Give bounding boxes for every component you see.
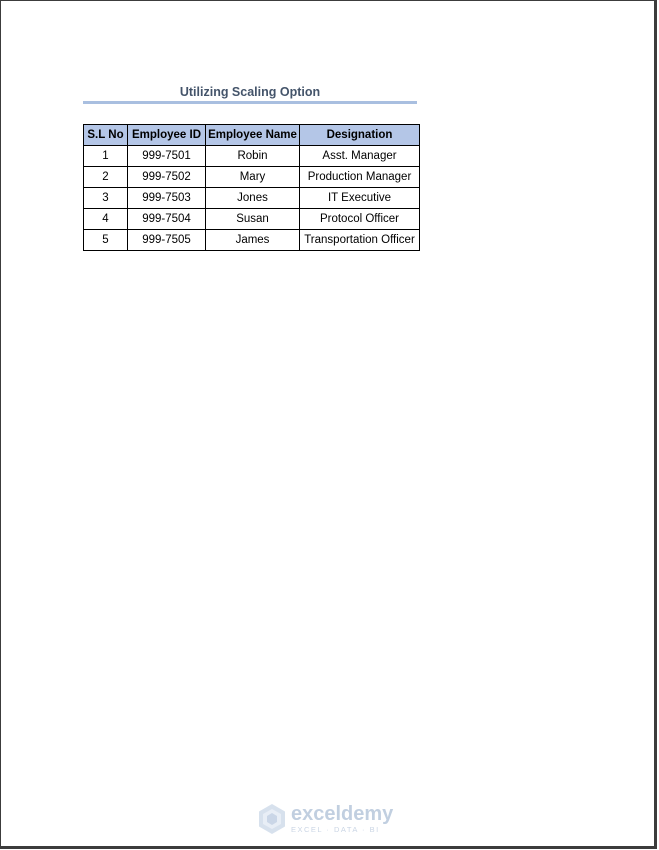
cell-employee-id: 999-7501: [128, 146, 206, 167]
table-row: [84, 146, 420, 167]
cell-employee-id: 999-7502: [128, 167, 206, 188]
header-employee-name: Employee Name: [206, 125, 300, 146]
cell-sl-no: 5: [84, 230, 128, 251]
cell-designation: Asst. Manager: [300, 146, 420, 167]
page-title: Utilizing Scaling Option: [179, 85, 321, 99]
cell-employee-id: 999-7504: [128, 209, 206, 230]
exceldemy-watermark: [257, 802, 393, 836]
cell-designation: IT Executive: [300, 188, 420, 209]
cell-sl-no: 2: [84, 167, 128, 188]
header-sl-no: S.L No: [84, 125, 128, 146]
table-row: [84, 167, 420, 188]
cell-designation: Production Manager: [300, 167, 420, 188]
cell-employee-id: 999-7505: [128, 230, 206, 251]
watermark-name: exceldemy: [291, 803, 394, 826]
cell-employee-name: Jones: [206, 188, 300, 209]
cell-designation: Transportation Officer: [300, 230, 420, 251]
table-row: [84, 188, 420, 209]
watermark-tagline: EXCEL · DATA · BI: [291, 825, 380, 835]
cell-employee-name: James: [206, 230, 300, 251]
cell-sl-no: 1: [84, 146, 128, 167]
title-underline: [83, 101, 417, 104]
cell-employee-name: Mary: [206, 167, 300, 188]
cell-employee-name: Robin: [206, 146, 300, 167]
exceldemy-logo-icon: [257, 803, 287, 835]
table-row: [84, 209, 420, 230]
employee-table: [83, 124, 420, 251]
table-row: [84, 230, 420, 251]
header-designation: Designation: [300, 125, 420, 146]
cell-designation: Protocol Officer: [300, 209, 420, 230]
header-employee-id: Employee ID: [128, 125, 206, 146]
cell-employee-name: Susan: [206, 209, 300, 230]
cell-sl-no: 3: [84, 188, 128, 209]
table-header-row: [84, 125, 420, 146]
cell-sl-no: 4: [84, 209, 128, 230]
cell-employee-id: 999-7503: [128, 188, 206, 209]
